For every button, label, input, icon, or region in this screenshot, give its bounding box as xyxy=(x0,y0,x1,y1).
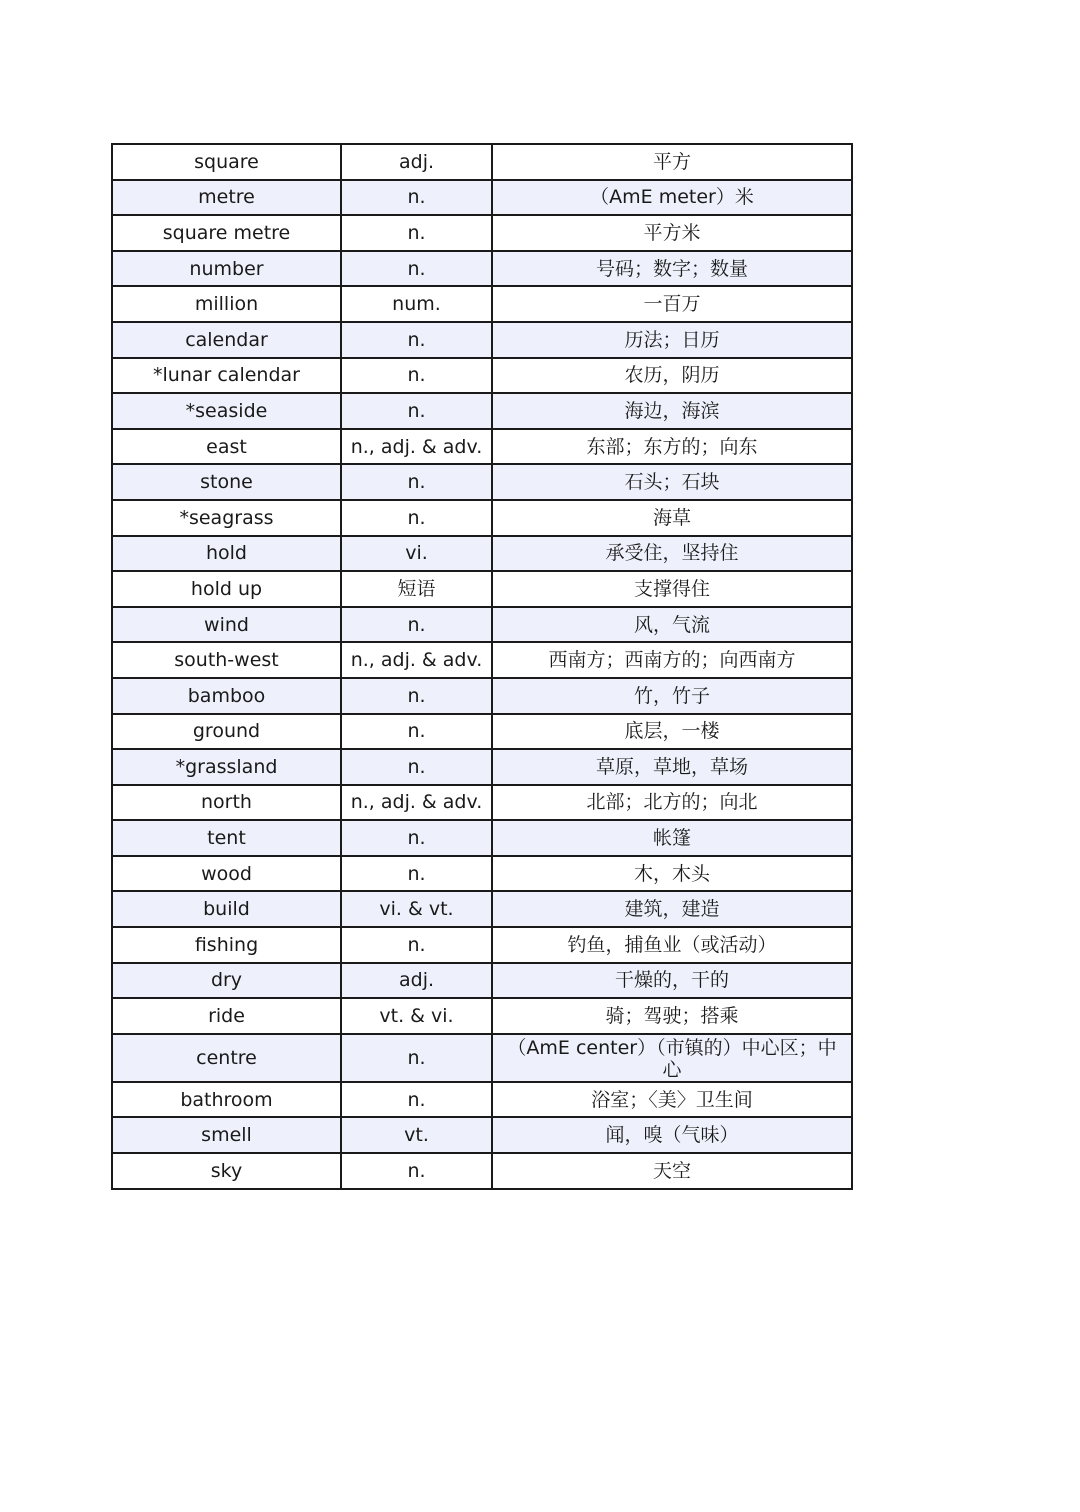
table-row xyxy=(112,820,852,856)
meaning-cell: 草原，草地，草场 xyxy=(492,749,852,785)
word-cell: *seagrass xyxy=(112,500,341,536)
meaning-cell: （AmE center）（市镇的）中心区；中心 xyxy=(492,1034,852,1082)
table-row xyxy=(112,251,852,287)
vocabulary-table xyxy=(111,143,853,1190)
word-cell: wind xyxy=(112,607,341,643)
word-cell: bathroom xyxy=(112,1082,341,1118)
part-of-speech-cell: adj. xyxy=(341,963,492,999)
table-row xyxy=(112,500,852,536)
part-of-speech-cell: vi. xyxy=(341,536,492,572)
meaning-cell: 号码；数字；数量 xyxy=(492,251,852,287)
table-row xyxy=(112,642,852,678)
word-cell: east xyxy=(112,429,341,465)
table-row xyxy=(112,180,852,216)
table-row xyxy=(112,322,852,358)
word-cell: *lunar calendar xyxy=(112,358,341,394)
table-row xyxy=(112,1153,852,1189)
table-row xyxy=(112,998,852,1034)
meaning-cell: （AmE meter）米 xyxy=(492,180,852,216)
word-cell: square xyxy=(112,144,341,180)
meaning-cell: 建筑，建造 xyxy=(492,891,852,927)
meaning-cell: 风，气流 xyxy=(492,607,852,643)
table-row xyxy=(112,1034,852,1082)
word-cell: build xyxy=(112,891,341,927)
word-cell: wood xyxy=(112,856,341,892)
part-of-speech-cell: n., adj. & adv. xyxy=(341,642,492,678)
meaning-cell: 天空 xyxy=(492,1153,852,1189)
meaning-cell: 承受住，坚持住 xyxy=(492,536,852,572)
part-of-speech-cell: n. xyxy=(341,820,492,856)
part-of-speech-cell: n. xyxy=(341,251,492,287)
word-cell: metre xyxy=(112,180,341,216)
part-of-speech-cell: n., adj. & adv. xyxy=(341,429,492,465)
table-row xyxy=(112,963,852,999)
part-of-speech-cell: n. xyxy=(341,1153,492,1189)
meaning-cell: 平方 xyxy=(492,144,852,180)
part-of-speech-cell: vt. xyxy=(341,1117,492,1153)
word-cell: north xyxy=(112,785,341,821)
table-row xyxy=(112,856,852,892)
part-of-speech-cell: vt. & vi. xyxy=(341,998,492,1034)
meaning-cell: 北部；北方的；向北 xyxy=(492,785,852,821)
meaning-cell: 东部；东方的；向东 xyxy=(492,429,852,465)
meaning-cell: 西南方；西南方的；向西南方 xyxy=(492,642,852,678)
table-row xyxy=(112,785,852,821)
meaning-cell: 竹，竹子 xyxy=(492,678,852,714)
table-row xyxy=(112,358,852,394)
word-cell: *grassland xyxy=(112,749,341,785)
part-of-speech-cell: n. xyxy=(341,749,492,785)
word-cell: *seaside xyxy=(112,393,341,429)
table-row xyxy=(112,927,852,963)
word-cell: hold up xyxy=(112,571,341,607)
vocabulary-table-body xyxy=(112,144,852,1189)
word-cell: hold xyxy=(112,536,341,572)
word-cell: south-west xyxy=(112,642,341,678)
part-of-speech-cell: n. xyxy=(341,464,492,500)
meaning-cell: 浴室；〈美〉卫生间 xyxy=(492,1082,852,1118)
part-of-speech-cell: n. xyxy=(341,1034,492,1082)
word-cell: stone xyxy=(112,464,341,500)
part-of-speech-cell: n. xyxy=(341,215,492,251)
meaning-cell: 平方米 xyxy=(492,215,852,251)
meaning-cell: 钓鱼，捕鱼业（或活动） xyxy=(492,927,852,963)
word-cell: number xyxy=(112,251,341,287)
table-row xyxy=(112,464,852,500)
part-of-speech-cell: n. xyxy=(341,678,492,714)
table-row xyxy=(112,536,852,572)
meaning-cell: 支撑得住 xyxy=(492,571,852,607)
part-of-speech-cell: vi. & vt. xyxy=(341,891,492,927)
table-row xyxy=(112,1082,852,1118)
word-cell: dry xyxy=(112,963,341,999)
part-of-speech-cell: adj. xyxy=(341,144,492,180)
word-cell: square metre xyxy=(112,215,341,251)
word-cell: sky xyxy=(112,1153,341,1189)
table-row xyxy=(112,286,852,322)
table-row xyxy=(112,749,852,785)
word-cell: fishing xyxy=(112,927,341,963)
table-row xyxy=(112,144,852,180)
part-of-speech-cell: n. xyxy=(341,607,492,643)
table-row xyxy=(112,393,852,429)
table-row xyxy=(112,429,852,465)
part-of-speech-cell: n., adj. & adv. xyxy=(341,785,492,821)
meaning-cell: 骑；驾驶；搭乘 xyxy=(492,998,852,1034)
word-cell: calendar xyxy=(112,322,341,358)
table-row xyxy=(112,678,852,714)
meaning-cell: 农历，阴历 xyxy=(492,358,852,394)
word-cell: ground xyxy=(112,714,341,750)
part-of-speech-cell: n. xyxy=(341,358,492,394)
part-of-speech-cell: n. xyxy=(341,1082,492,1118)
table-row xyxy=(112,891,852,927)
table-row xyxy=(112,607,852,643)
meaning-cell: 帐篷 xyxy=(492,820,852,856)
word-cell: million xyxy=(112,286,341,322)
word-cell: smell xyxy=(112,1117,341,1153)
meaning-cell: 海边，海滨 xyxy=(492,393,852,429)
part-of-speech-cell: 短语 xyxy=(341,571,492,607)
word-cell: tent xyxy=(112,820,341,856)
meaning-cell: 闻，嗅（气味） xyxy=(492,1117,852,1153)
meaning-cell: 海草 xyxy=(492,500,852,536)
word-cell: centre xyxy=(112,1034,341,1082)
meaning-cell: 底层，一楼 xyxy=(492,714,852,750)
part-of-speech-cell: n. xyxy=(341,856,492,892)
table-row xyxy=(112,1117,852,1153)
part-of-speech-cell: n. xyxy=(341,180,492,216)
part-of-speech-cell: n. xyxy=(341,322,492,358)
meaning-cell: 木，木头 xyxy=(492,856,852,892)
meaning-cell: 石头；石块 xyxy=(492,464,852,500)
part-of-speech-cell: num. xyxy=(341,286,492,322)
table-row xyxy=(112,571,852,607)
word-cell: bamboo xyxy=(112,678,341,714)
part-of-speech-cell: n. xyxy=(341,500,492,536)
part-of-speech-cell: n. xyxy=(341,714,492,750)
meaning-cell: 一百万 xyxy=(492,286,852,322)
part-of-speech-cell: n. xyxy=(341,927,492,963)
table-row xyxy=(112,714,852,750)
meaning-cell: 历法；日历 xyxy=(492,322,852,358)
table-row xyxy=(112,215,852,251)
part-of-speech-cell: n. xyxy=(341,393,492,429)
meaning-cell: 干燥的，干的 xyxy=(492,963,852,999)
word-cell: ride xyxy=(112,998,341,1034)
